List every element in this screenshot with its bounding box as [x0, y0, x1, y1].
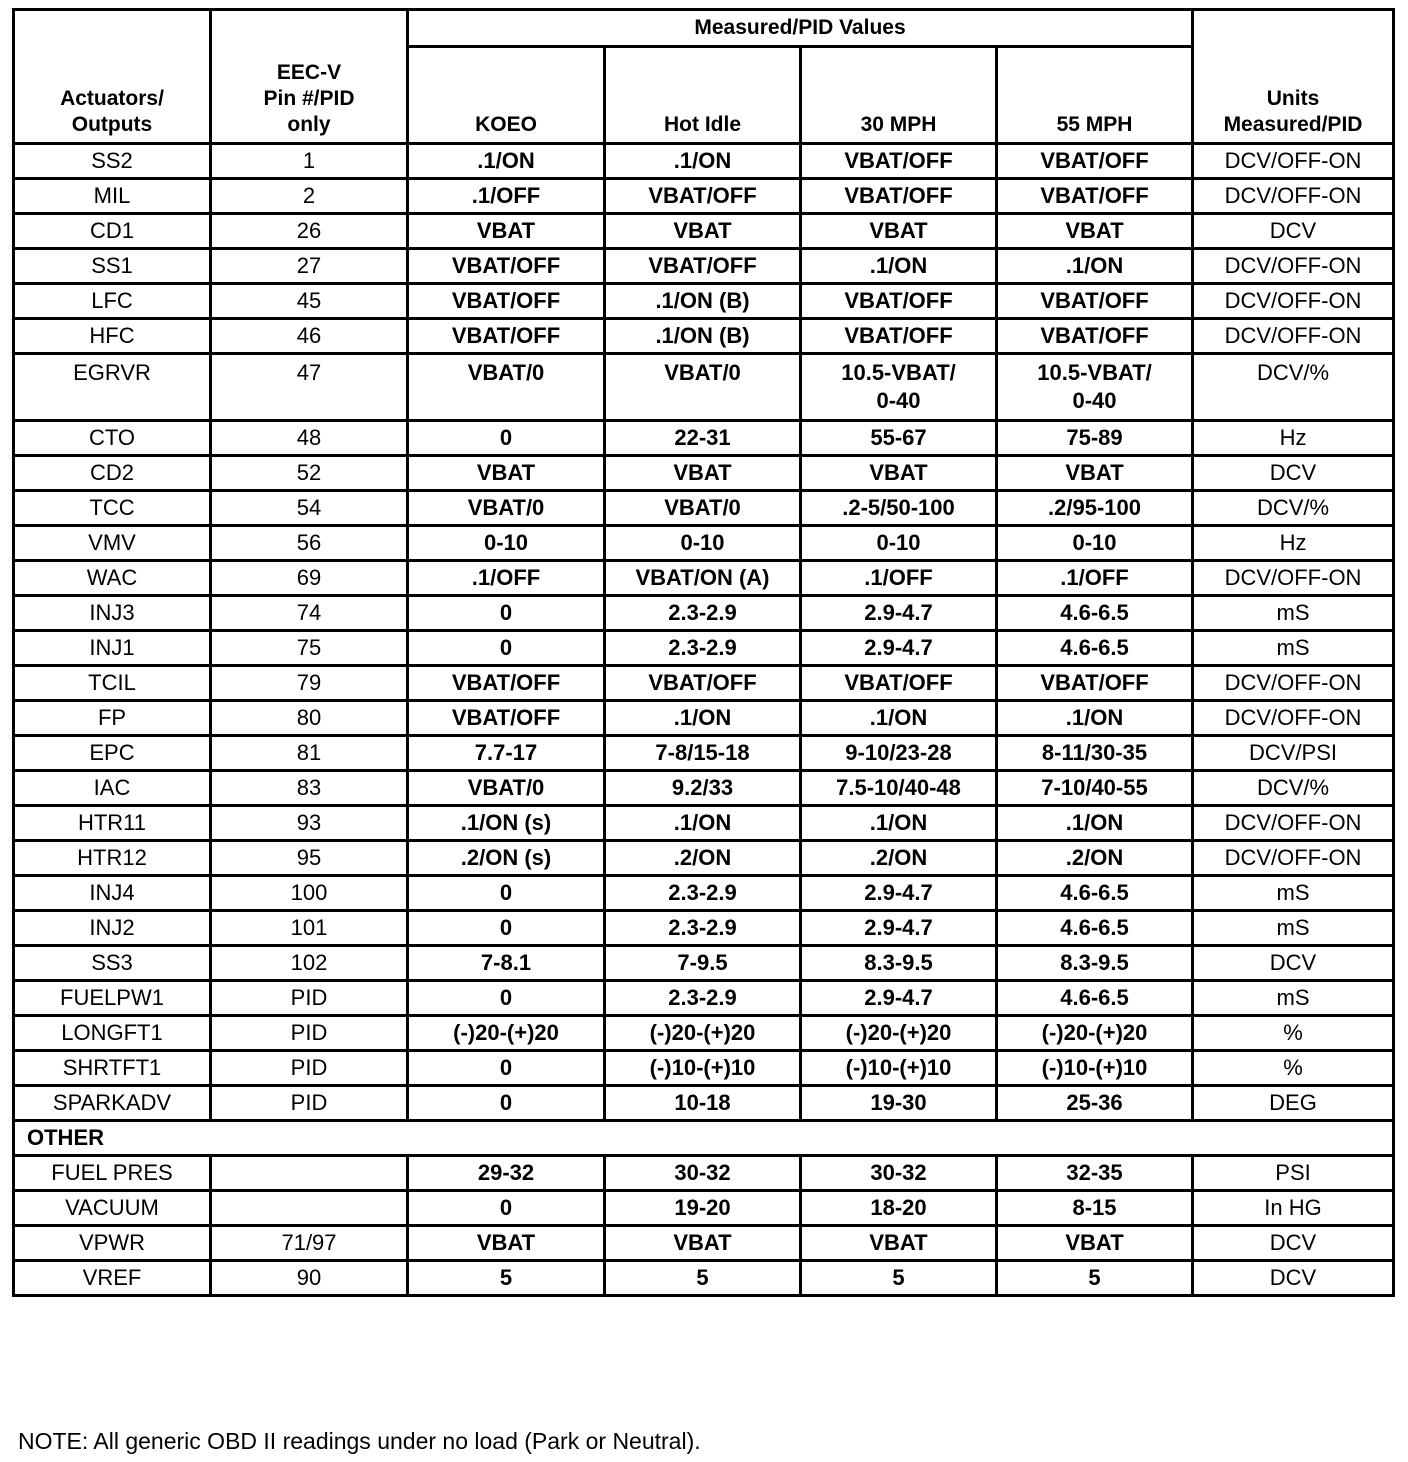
- cell-units: DCV: [1193, 1226, 1394, 1261]
- table-row: [14, 456, 1394, 491]
- cell-actuator: INJ2: [14, 911, 211, 946]
- cell-units: DCV/PSI: [1193, 736, 1394, 771]
- cell-actuator: HTR11: [14, 806, 211, 841]
- cell-actuator: HFC: [14, 319, 211, 354]
- cell-30-mph: VBAT: [801, 214, 997, 249]
- cell-actuator: SPARKADV: [14, 1086, 211, 1121]
- cell-55-mph: VBAT: [997, 1226, 1193, 1261]
- cell-55-mph: VBAT: [997, 456, 1193, 491]
- header-55-mph: 55 MPH: [997, 47, 1193, 144]
- cell-55-mph: 7-10/40-55: [997, 771, 1193, 806]
- cell-pin: 102: [211, 946, 408, 981]
- cell-pin: 45: [211, 284, 408, 319]
- cell-30-mph: 2.9-4.7: [801, 981, 997, 1016]
- table-row: [14, 631, 1394, 666]
- cell-hot-idle: (-)20-(+)20: [605, 1016, 801, 1051]
- cell-units: Hz: [1193, 421, 1394, 456]
- cell-actuator: IAC: [14, 771, 211, 806]
- cell-pin: 69: [211, 561, 408, 596]
- cell-actuator: VMV: [14, 526, 211, 561]
- cell-pin: 27: [211, 249, 408, 284]
- section-label-other: OTHER: [14, 1121, 1394, 1156]
- cell-units: DCV/OFF-ON: [1193, 249, 1394, 284]
- cell-30-mph: 5: [801, 1261, 997, 1296]
- cell-units: mS: [1193, 981, 1394, 1016]
- cell-actuator: VREF: [14, 1261, 211, 1296]
- cell-koeo: .1/ON: [408, 144, 605, 179]
- cell-pin: PID: [211, 1016, 408, 1051]
- cell-30-mph: 55-67: [801, 421, 997, 456]
- cell-koeo: 0: [408, 911, 605, 946]
- table-row: [14, 1051, 1394, 1086]
- cell-hot-idle: VBAT/OFF: [605, 179, 801, 214]
- cell-55-mph: 75-89: [997, 421, 1193, 456]
- cell-hot-idle: .1/ON (B): [605, 319, 801, 354]
- cell-55-mph: VBAT/OFF: [997, 666, 1193, 701]
- cell-pin: PID: [211, 981, 408, 1016]
- cell-hot-idle: .1/ON: [605, 701, 801, 736]
- cell-pin: 54: [211, 491, 408, 526]
- table-row: [14, 526, 1394, 561]
- cell-pin: 75: [211, 631, 408, 666]
- cell-units: mS: [1193, 911, 1394, 946]
- cell-koeo: 29-32: [408, 1156, 605, 1191]
- header-units: Units Measured/PID: [1193, 10, 1394, 144]
- cell-55-mph: .2/95-100: [997, 491, 1193, 526]
- table-row: [14, 946, 1394, 981]
- table-row: [14, 491, 1394, 526]
- table-row: [14, 876, 1394, 911]
- cell-pin: 2: [211, 179, 408, 214]
- cell-30-mph: 18-20: [801, 1191, 997, 1226]
- cell-hot-idle: VBAT/ON (A): [605, 561, 801, 596]
- cell-30-mph: 7.5-10/40-48: [801, 771, 997, 806]
- cell-30-mph: VBAT: [801, 1226, 997, 1261]
- cell-30-mph: 2.9-4.7: [801, 876, 997, 911]
- cell-koeo: 7-8.1: [408, 946, 605, 981]
- cell-actuator: VPWR: [14, 1226, 211, 1261]
- cell-pin: 26: [211, 214, 408, 249]
- cell-units: DEG: [1193, 1086, 1394, 1121]
- cell-koeo: 5: [408, 1261, 605, 1296]
- table-row: [14, 911, 1394, 946]
- table-row: [14, 596, 1394, 631]
- cell-koeo: VBAT/OFF: [408, 666, 605, 701]
- cell-hot-idle: VBAT: [605, 1226, 801, 1261]
- cell-hot-idle: 7-8/15-18: [605, 736, 801, 771]
- cell-pin: PID: [211, 1051, 408, 1086]
- cell-koeo: VBAT: [408, 214, 605, 249]
- cell-hot-idle: .2/ON: [605, 841, 801, 876]
- cell-actuator: SS3: [14, 946, 211, 981]
- cell-koeo: 0: [408, 421, 605, 456]
- cell-actuator: SS1: [14, 249, 211, 284]
- cell-pin: 90: [211, 1261, 408, 1296]
- cell-hot-idle: .1/ON: [605, 806, 801, 841]
- cell-hot-idle: 19-20: [605, 1191, 801, 1226]
- cell-koeo: .1/ON (s): [408, 806, 605, 841]
- cell-koeo: 0: [408, 1191, 605, 1226]
- cell-pin: 80: [211, 701, 408, 736]
- cell-actuator: SS2: [14, 144, 211, 179]
- cell-pin: [211, 1156, 408, 1191]
- cell-koeo: VBAT/0: [408, 771, 605, 806]
- cell-koeo: 0: [408, 1051, 605, 1086]
- cell-55-mph: 0-10: [997, 526, 1193, 561]
- table-row: [14, 981, 1394, 1016]
- cell-units: DCV/OFF-ON: [1193, 144, 1394, 179]
- cell-30-mph: 2.9-4.7: [801, 631, 997, 666]
- cell-units: DCV/%: [1193, 354, 1394, 421]
- cell-55-mph: .1/ON: [997, 701, 1193, 736]
- cell-actuator: EGRVR: [14, 354, 211, 421]
- table-row: [14, 249, 1394, 284]
- table-row: [14, 1086, 1394, 1121]
- cell-units: DCV: [1193, 214, 1394, 249]
- table-row: [14, 421, 1394, 456]
- cell-koeo: VBAT/OFF: [408, 319, 605, 354]
- cell-units: In HG: [1193, 1191, 1394, 1226]
- cell-koeo: (-)20-(+)20: [408, 1016, 605, 1051]
- cell-hot-idle: VBAT/OFF: [605, 249, 801, 284]
- cell-55-mph: VBAT/OFF: [997, 319, 1193, 354]
- cell-actuator: FUELPW1: [14, 981, 211, 1016]
- cell-pin: 74: [211, 596, 408, 631]
- cell-30-mph: VBAT/OFF: [801, 666, 997, 701]
- table-row: [14, 284, 1394, 319]
- table-row: [14, 1261, 1394, 1296]
- cell-pin: 47: [211, 354, 408, 421]
- cell-30-mph: .1/ON: [801, 701, 997, 736]
- cell-30-mph: 10.5-VBAT/ 0-40: [801, 354, 997, 421]
- cell-55-mph: .1/OFF: [997, 561, 1193, 596]
- header-measured-values: Measured/PID Values: [408, 10, 1193, 47]
- cell-hot-idle: 9.2/33: [605, 771, 801, 806]
- table-row: [14, 1226, 1394, 1261]
- cell-actuator: HTR12: [14, 841, 211, 876]
- cell-koeo: VBAT/OFF: [408, 249, 605, 284]
- cell-units: DCV/OFF-ON: [1193, 701, 1394, 736]
- cell-pin: 1: [211, 144, 408, 179]
- table-row: [14, 1016, 1394, 1051]
- cell-koeo: 0: [408, 876, 605, 911]
- table-row: [14, 214, 1394, 249]
- cell-55-mph: 32-35: [997, 1156, 1193, 1191]
- header-actuators: Actuators/ Outputs: [14, 10, 211, 144]
- cell-pin: 81: [211, 736, 408, 771]
- table-row: [14, 806, 1394, 841]
- cell-55-mph: .2/ON: [997, 841, 1193, 876]
- cell-30-mph: VBAT/OFF: [801, 284, 997, 319]
- cell-units: DCV/OFF-ON: [1193, 841, 1394, 876]
- cell-pin: 52: [211, 456, 408, 491]
- cell-55-mph: .1/ON: [997, 249, 1193, 284]
- cell-pin: 101: [211, 911, 408, 946]
- cell-hot-idle: VBAT: [605, 456, 801, 491]
- table-row: [14, 841, 1394, 876]
- cell-30-mph: 2.9-4.7: [801, 911, 997, 946]
- cell-55-mph: 4.6-6.5: [997, 911, 1193, 946]
- cell-hot-idle: 2.3-2.9: [605, 911, 801, 946]
- cell-hot-idle: .1/ON: [605, 144, 801, 179]
- cell-units: mS: [1193, 596, 1394, 631]
- cell-hot-idle: 2.3-2.9: [605, 631, 801, 666]
- header-30-mph: 30 MPH: [801, 47, 997, 144]
- table-row: [14, 736, 1394, 771]
- cell-units: DCV: [1193, 456, 1394, 491]
- cell-units: DCV/OFF-ON: [1193, 319, 1394, 354]
- cell-55-mph: 4.6-6.5: [997, 631, 1193, 666]
- cell-koeo: 0: [408, 596, 605, 631]
- cell-30-mph: 19-30: [801, 1086, 997, 1121]
- cell-55-mph: 25-36: [997, 1086, 1193, 1121]
- table-row: [14, 561, 1394, 596]
- table-row: [14, 144, 1394, 179]
- cell-55-mph: 4.6-6.5: [997, 596, 1193, 631]
- cell-actuator: FUEL PRES: [14, 1156, 211, 1191]
- cell-koeo: 0: [408, 981, 605, 1016]
- cell-koeo: VBAT/OFF: [408, 701, 605, 736]
- cell-actuator: INJ1: [14, 631, 211, 666]
- cell-55-mph: VBAT: [997, 214, 1193, 249]
- section-row-other: [14, 1121, 1394, 1156]
- cell-30-mph: VBAT/OFF: [801, 179, 997, 214]
- cell-koeo: VBAT/0: [408, 491, 605, 526]
- cell-actuator: CD2: [14, 456, 211, 491]
- cell-koeo: VBAT/0: [408, 354, 605, 421]
- cell-30-mph: .1/ON: [801, 249, 997, 284]
- cell-koeo: VBAT: [408, 1226, 605, 1261]
- cell-55-mph: 4.6-6.5: [997, 981, 1193, 1016]
- cell-pin: 79: [211, 666, 408, 701]
- cell-actuator: INJ4: [14, 876, 211, 911]
- cell-30-mph: 2.9-4.7: [801, 596, 997, 631]
- cell-units: DCV: [1193, 1261, 1394, 1296]
- cell-pin: 100: [211, 876, 408, 911]
- cell-units: PSI: [1193, 1156, 1394, 1191]
- cell-55-mph: 10.5-VBAT/ 0-40: [997, 354, 1193, 421]
- cell-koeo: 7.7-17: [408, 736, 605, 771]
- cell-hot-idle: VBAT: [605, 214, 801, 249]
- cell-koeo: 0: [408, 1086, 605, 1121]
- cell-30-mph: VBAT/OFF: [801, 319, 997, 354]
- table-row: [14, 179, 1394, 214]
- cell-pin: PID: [211, 1086, 408, 1121]
- cell-55-mph: 8-15: [997, 1191, 1193, 1226]
- cell-55-mph: VBAT/OFF: [997, 144, 1193, 179]
- pid-values-table-container: [12, 8, 1395, 1297]
- cell-units: mS: [1193, 631, 1394, 666]
- cell-koeo: .2/ON (s): [408, 841, 605, 876]
- cell-actuator: FP: [14, 701, 211, 736]
- pid-values-table: [12, 8, 1395, 1297]
- cell-hot-idle: VBAT/0: [605, 354, 801, 421]
- cell-55-mph: 4.6-6.5: [997, 876, 1193, 911]
- cell-hot-idle: VBAT/0: [605, 491, 801, 526]
- table-row: [14, 1156, 1394, 1191]
- cell-units: %: [1193, 1051, 1394, 1086]
- cell-30-mph: 0-10: [801, 526, 997, 561]
- cell-actuator: LFC: [14, 284, 211, 319]
- cell-units: DCV/OFF-ON: [1193, 284, 1394, 319]
- cell-actuator: CTO: [14, 421, 211, 456]
- cell-hot-idle: 2.3-2.9: [605, 981, 801, 1016]
- cell-30-mph: 30-32: [801, 1156, 997, 1191]
- cell-actuator: VACUUM: [14, 1191, 211, 1226]
- table-row: [14, 1191, 1394, 1226]
- cell-units: DCV/OFF-ON: [1193, 179, 1394, 214]
- header-pin: EEC-V Pin #/PID only: [211, 10, 408, 144]
- cell-pin: 95: [211, 841, 408, 876]
- cell-units: DCV/%: [1193, 771, 1394, 806]
- cell-30-mph: VBAT/OFF: [801, 144, 997, 179]
- cell-actuator: MIL: [14, 179, 211, 214]
- cell-55-mph: (-)20-(+)20: [997, 1016, 1193, 1051]
- cell-units: DCV/%: [1193, 491, 1394, 526]
- cell-actuator: CD1: [14, 214, 211, 249]
- cell-hot-idle: 22-31: [605, 421, 801, 456]
- cell-hot-idle: 2.3-2.9: [605, 876, 801, 911]
- cell-koeo: .1/OFF: [408, 561, 605, 596]
- cell-30-mph: 8.3-9.5: [801, 946, 997, 981]
- footnote: NOTE: All generic OBD II readings under no load (Park or Neutral).: [18, 1428, 701, 1454]
- cell-55-mph: (-)10-(+)10: [997, 1051, 1193, 1086]
- cell-pin: 46: [211, 319, 408, 354]
- cell-actuator: LONGFT1: [14, 1016, 211, 1051]
- table-row: [14, 666, 1394, 701]
- cell-30-mph: (-)10-(+)10: [801, 1051, 997, 1086]
- cell-30-mph: 9-10/23-28: [801, 736, 997, 771]
- cell-hot-idle: 5: [605, 1261, 801, 1296]
- cell-pin: [211, 1191, 408, 1226]
- cell-pin: 93: [211, 806, 408, 841]
- cell-koeo: VBAT: [408, 456, 605, 491]
- cell-hot-idle: (-)10-(+)10: [605, 1051, 801, 1086]
- cell-30-mph: .1/OFF: [801, 561, 997, 596]
- cell-actuator: TCIL: [14, 666, 211, 701]
- table-row: [14, 354, 1394, 421]
- cell-actuator: INJ3: [14, 596, 211, 631]
- cell-55-mph: 8.3-9.5: [997, 946, 1193, 981]
- cell-units: DCV: [1193, 946, 1394, 981]
- cell-units: DCV/OFF-ON: [1193, 666, 1394, 701]
- cell-30-mph: (-)20-(+)20: [801, 1016, 997, 1051]
- cell-pin: 71/97: [211, 1226, 408, 1261]
- cell-units: DCV/OFF-ON: [1193, 806, 1394, 841]
- table-body: [14, 144, 1394, 1296]
- cell-pin: 83: [211, 771, 408, 806]
- cell-hot-idle: 30-32: [605, 1156, 801, 1191]
- table-row: [14, 319, 1394, 354]
- header-koeo: KOEO: [408, 47, 605, 144]
- cell-actuator: WAC: [14, 561, 211, 596]
- cell-hot-idle: VBAT/OFF: [605, 666, 801, 701]
- cell-units: mS: [1193, 876, 1394, 911]
- header-hot-idle: Hot Idle: [605, 47, 801, 144]
- cell-actuator: EPC: [14, 736, 211, 771]
- cell-hot-idle: 7-9.5: [605, 946, 801, 981]
- cell-koeo: 0: [408, 631, 605, 666]
- cell-hot-idle: 0-10: [605, 526, 801, 561]
- cell-30-mph: .2-5/50-100: [801, 491, 997, 526]
- cell-units: DCV/OFF-ON: [1193, 561, 1394, 596]
- cell-hot-idle: 2.3-2.9: [605, 596, 801, 631]
- table-row: [14, 771, 1394, 806]
- cell-hot-idle: .1/ON (B): [605, 284, 801, 319]
- cell-hot-idle: 10-18: [605, 1086, 801, 1121]
- cell-55-mph: VBAT/OFF: [997, 284, 1193, 319]
- cell-units: Hz: [1193, 526, 1394, 561]
- cell-koeo: VBAT/OFF: [408, 284, 605, 319]
- cell-pin: 48: [211, 421, 408, 456]
- cell-koeo: .1/OFF: [408, 179, 605, 214]
- cell-30-mph: .1/ON: [801, 806, 997, 841]
- cell-55-mph: 5: [997, 1261, 1193, 1296]
- cell-30-mph: .2/ON: [801, 841, 997, 876]
- cell-actuator: TCC: [14, 491, 211, 526]
- cell-55-mph: 8-11/30-35: [997, 736, 1193, 771]
- cell-actuator: SHRTFT1: [14, 1051, 211, 1086]
- cell-30-mph: VBAT: [801, 456, 997, 491]
- cell-koeo: 0-10: [408, 526, 605, 561]
- table-row: [14, 701, 1394, 736]
- cell-pin: 56: [211, 526, 408, 561]
- cell-55-mph: .1/ON: [997, 806, 1193, 841]
- cell-55-mph: VBAT/OFF: [997, 179, 1193, 214]
- cell-units: %: [1193, 1016, 1394, 1051]
